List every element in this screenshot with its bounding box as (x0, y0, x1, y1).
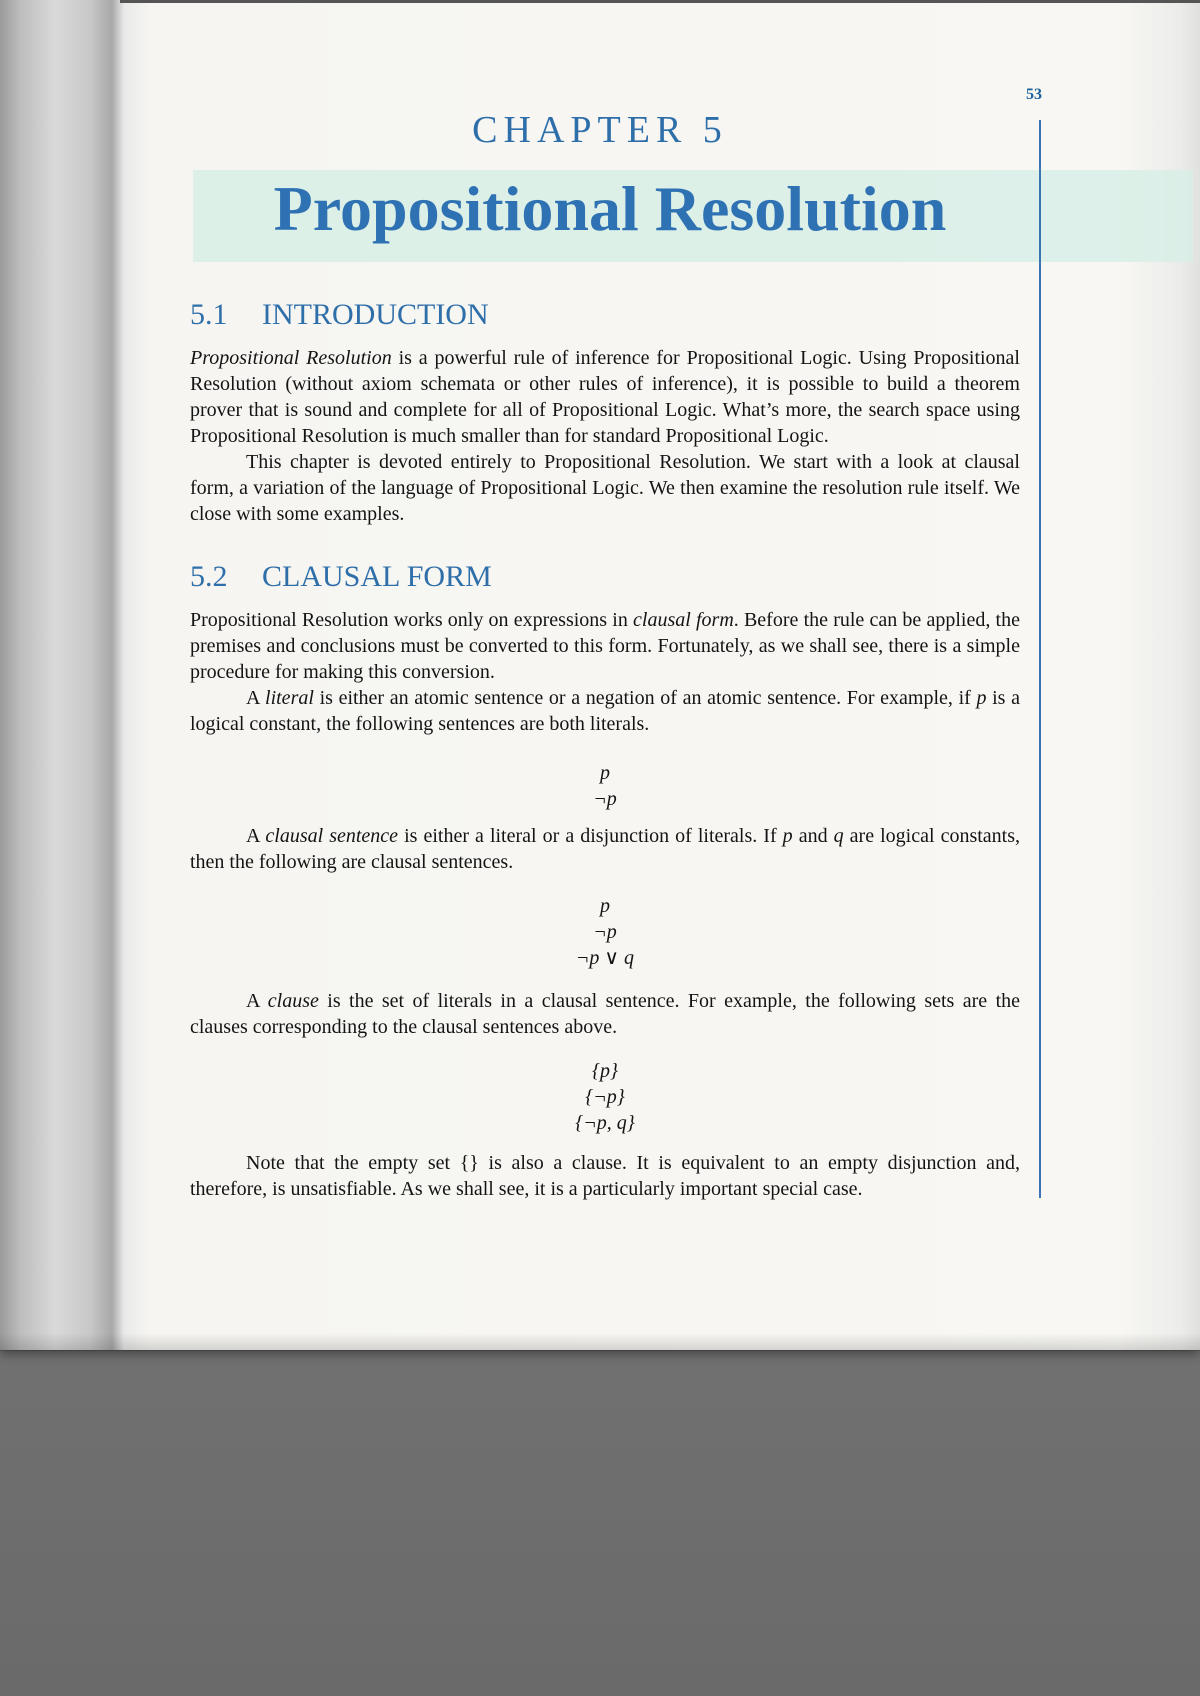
paragraph (190, 988, 1020, 1040)
section-heading-introduction (190, 298, 489, 332)
paragraph-text: is either a literal or a disjunction of literals. If (398, 825, 783, 847)
term-clause: clause (267, 990, 319, 1012)
paragraph-text: are logical constants, then the following are clausal sentences. (190, 825, 1021, 873)
variable: q (833, 825, 844, 847)
paragraph-text: is either an atomic sentence or a negation of an atomic sentence. For example, if (313, 687, 977, 709)
page-top-edge (120, 0, 1200, 3)
formula-text: {¬p, q} (575, 1112, 635, 1134)
paragraph-text: A (246, 687, 266, 709)
paragraph (190, 345, 1020, 449)
formula (500, 760, 710, 786)
paragraph-text: Note that the empty set {} is also a clause. It is equivalent to an empty disjunction and, therefore, is unsatisfiable. As we shall see, it is a particularly important special case. (190, 1152, 1020, 1200)
term-propositional-resolution: Propositional Resolution (190, 347, 392, 369)
paragraph (190, 823, 1020, 875)
term-literal: literal (265, 687, 314, 709)
paragraph (190, 1150, 1020, 1202)
paragraph-text: A (246, 990, 268, 1012)
formula-text: {¬p} (585, 1086, 625, 1108)
term-clausal-sentence: clausal sentence (265, 825, 399, 847)
clausal-form-body-2 (190, 823, 1020, 875)
paragraph (190, 685, 1020, 737)
formula (500, 1058, 710, 1084)
clausal-form-body-1 (190, 607, 1020, 737)
literal-examples (500, 760, 710, 812)
introduction-body (190, 345, 1020, 527)
formula-text: p (600, 762, 610, 784)
paragraph-text: is a logical constant, the following sentences are both literals. (190, 687, 1021, 735)
formula (500, 893, 710, 919)
paragraph-text: . Before the rule can be applied, the premises and conclusions must be converted to this form. Fortunately, as we shall see, there is a simple procedure for making this conversion. (190, 609, 1020, 683)
paragraph-text: is the set of literals in a clausal sentence. For example, the following sets are the clauses corresponding to the clausal sentences above. (190, 990, 1021, 1038)
section-number: 5.1 (190, 298, 228, 331)
clausal-form-body-4 (190, 1150, 1020, 1202)
paragraph (190, 607, 1020, 685)
paragraph-text: Propositional Resolution works only on expressions in (190, 609, 634, 631)
section-title: INTRODUCTION (262, 298, 489, 331)
formula-text: ¬p (593, 921, 617, 943)
formula (500, 945, 710, 971)
formula (500, 1110, 710, 1136)
section-number: 5.2 (190, 560, 228, 593)
term-clausal-form: clausal form (633, 609, 734, 631)
clause-examples (500, 1058, 710, 1136)
chapter-label: CHAPTER 5 (472, 109, 728, 151)
formula-text: ¬p (593, 788, 617, 810)
paragraph-text: and (792, 825, 834, 847)
clausal-form-body-3 (190, 988, 1020, 1040)
paragraph (190, 449, 1020, 527)
formula-text: {p} (592, 1060, 618, 1082)
formula (500, 919, 710, 945)
chapter-title: Propositional Resolution (273, 173, 947, 244)
formula-text: ¬p ∨ q (575, 947, 635, 969)
section-heading-clausal-form (190, 560, 492, 594)
paragraph-text: This chapter is devoted entirely to Propositional Resolution. We start with a look at clausal form, a variation of the language of Propositional Logic. We then examine the resolution rule itself. We close with some examples. (190, 451, 1020, 525)
formula-text: p (600, 895, 610, 917)
page-number: 53 (1026, 86, 1042, 103)
paragraph-text: A (246, 825, 266, 847)
variable: p (976, 687, 987, 709)
section-title: CLAUSAL FORM (262, 560, 492, 593)
clausal-sentence-examples (500, 893, 710, 971)
margin-rule (1039, 120, 1041, 1198)
formula (500, 1084, 710, 1110)
formula (500, 786, 710, 812)
paragraph-text: is a powerful rule of inference for Propositional Logic. Using Propositional Resolution (without axiom schemata or other rules of inference), it is possible to build a theorem prover that is sound and complete for all of Propositional Logic. What’s more, the search space using Propositional Resolution is much smaller than for standard Propositional Logic. (190, 347, 1020, 447)
variable: p (782, 825, 793, 847)
